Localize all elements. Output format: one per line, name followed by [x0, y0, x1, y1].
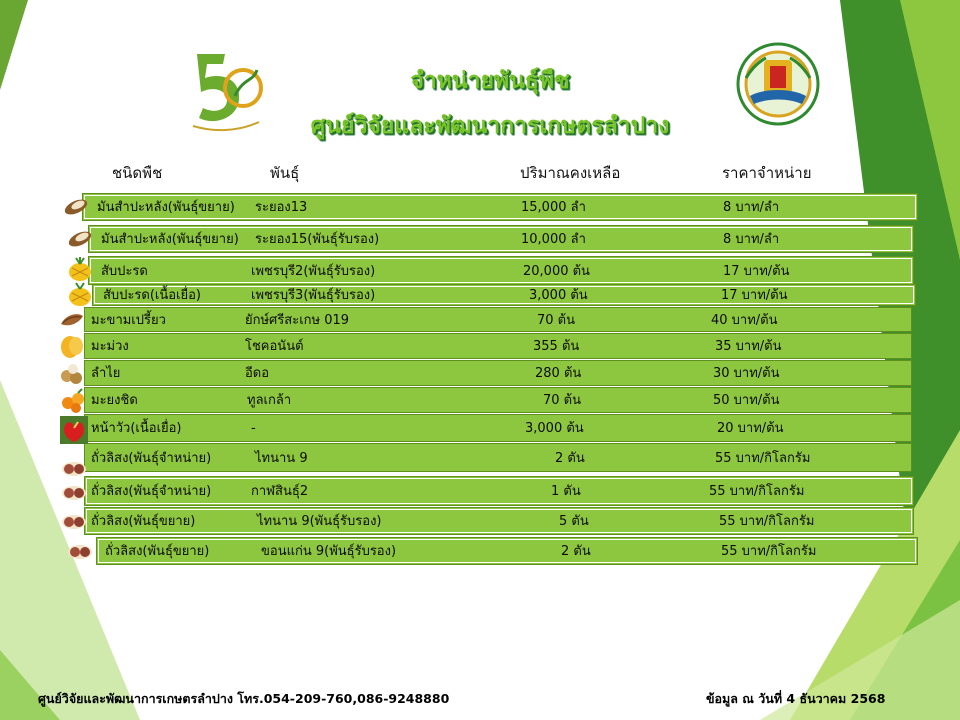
- row-remaining: 20,000 ต้น: [523, 264, 590, 279]
- row-price: 8 บาท/ลำ: [723, 232, 780, 247]
- row-variety: เพชรบุรี2(พันธุ์รับรอง): [251, 264, 376, 279]
- row-price: 40 บาท/ต้น: [711, 313, 778, 328]
- row-variety: ระยอง13: [255, 200, 308, 215]
- row-remaining: 1 ตัน: [551, 484, 581, 499]
- cassava-icon: [66, 225, 94, 253]
- table-row: [84, 443, 912, 472]
- row-crop: มะยงชิด: [91, 393, 138, 408]
- row-crop: มันสำปะหลัง(พันธุ์ขยาย): [97, 200, 235, 215]
- row-crop: สับปะรด(เนื้อเยื่อ): [103, 288, 201, 303]
- row-price: 50 บาท/ต้น: [713, 393, 780, 408]
- anniversary-50-logo: [183, 48, 267, 132]
- table-row: [84, 507, 914, 535]
- row-remaining: 280 ต้น: [535, 366, 582, 381]
- footer-date: ข้อมูล ณ วันที่ 4 ธันวาคม 2568: [706, 691, 886, 706]
- cassava-icon: [62, 193, 90, 221]
- title-line-2: ศูนย์วิจัยและพัฒนาการเกษตรลำปาง: [310, 113, 670, 139]
- row-remaining: 355 ต้น: [533, 339, 580, 354]
- marian-plum-icon: [60, 387, 88, 415]
- column-header-crop: ชนิดพืช: [112, 164, 163, 182]
- table-row: [84, 414, 912, 442]
- row-remaining: 70 ต้น: [537, 313, 576, 328]
- row-price: 55 บาท/กิโลกรัม: [721, 544, 817, 559]
- row-price: 55 บาท/กิโลกรัม: [719, 514, 815, 529]
- table-row: [92, 284, 916, 306]
- row-crop: สับปะรด: [101, 264, 148, 279]
- row-crop: ถั่วลิสง(พันธุ์จำหน่าย): [91, 451, 212, 466]
- row-crop: หน้าวัว(เนื้อเยื่อ): [91, 421, 182, 436]
- row-price: 30 บาท/ต้น: [713, 366, 780, 381]
- table-row: [82, 193, 918, 221]
- row-variety: ระยอง15(พันธุ์รับรอง): [255, 232, 380, 247]
- table-row: [84, 476, 914, 506]
- row-remaining: 15,000 ลำ: [521, 200, 586, 215]
- title-line-1: จำหน่ายพันธุ์พืช: [410, 68, 570, 94]
- table-row: [88, 225, 914, 253]
- table-row: [96, 537, 918, 565]
- row-variety: ยักษ์ศรีสะเกษ 019: [245, 313, 350, 328]
- table-row: [84, 307, 912, 332]
- row-crop: มะขามเปรี้ยว: [91, 313, 166, 328]
- row-price: 35 บาท/ต้น: [715, 339, 782, 354]
- row-crop: ลำไย: [91, 366, 121, 381]
- table-row: [84, 360, 912, 386]
- row-price: 17 บาท/ต้น: [723, 264, 790, 279]
- row-variety: -: [251, 421, 256, 436]
- row-price: 55 บาท/กิโลกรัม: [709, 484, 805, 499]
- row-variety: เพชรบุรี3(พันธุ์รับรอง): [251, 288, 376, 303]
- pineapple-icon: [66, 256, 94, 284]
- column-header-remaining: ปริมาณคงเหลือ: [520, 164, 621, 182]
- row-remaining: 3,000 ต้น: [529, 288, 588, 303]
- row-price: 17 บาท/ต้น: [721, 288, 788, 303]
- row-price: 20 บาท/ต้น: [717, 421, 784, 436]
- row-remaining: 3,000 ต้น: [525, 421, 584, 436]
- row-remaining: 5 ตัน: [559, 514, 589, 529]
- row-price: 55 บาท/กิโลกรัม: [715, 451, 811, 466]
- row-crop: ถั่วลิสง(พันธุ์ขยาย): [105, 544, 210, 559]
- footer-contact: ศูนย์วิจัยและพัฒนาการเกษตรลำปาง โทร.054-209-760,086-9248880: [38, 691, 450, 706]
- mango-icon: [58, 332, 86, 360]
- longan-icon: [58, 360, 86, 388]
- row-variety: อีดอ: [245, 366, 270, 381]
- row-crop: ถั่วลิสง(พันธุ์ขยาย): [91, 514, 196, 529]
- peanut-icon: [66, 538, 94, 566]
- row-remaining: 2 ตัน: [555, 451, 585, 466]
- column-header-variety: พันธุ์: [270, 164, 300, 182]
- column-header-price: ราคาจำหน่าย: [722, 164, 812, 182]
- peanut-icon: [60, 508, 88, 536]
- row-crop: มะม่วง: [91, 339, 129, 354]
- row-remaining: 2 ตัน: [561, 544, 591, 559]
- row-variety: ไทนาน 9: [255, 451, 308, 466]
- table-row: [84, 387, 912, 413]
- row-remaining: 10,000 ลำ: [521, 232, 586, 247]
- table-row: [88, 256, 914, 285]
- row-variety: โชคอนันต์: [245, 339, 304, 354]
- row-crop: มันสำปะหลัง(พันธุ์ขยาย): [101, 232, 239, 247]
- anthurium-icon: [60, 416, 88, 444]
- row-price: 8 บาท/ลำ: [723, 200, 780, 215]
- row-variety: ทูลเกล้า: [247, 393, 292, 408]
- department-seal-logo: [728, 38, 828, 138]
- row-variety: กาฬสินธุ์2: [251, 484, 309, 499]
- row-remaining: 70 ต้น: [543, 393, 582, 408]
- table-row: [84, 333, 912, 359]
- row-crop: ถั่วลิสง(พันธุ์จำหน่าย): [91, 484, 212, 499]
- row-variety: ไทนาน 9(พันธุ์รับรอง): [257, 514, 382, 529]
- tamarind-icon: [58, 306, 86, 334]
- peanut-icon: [60, 479, 88, 507]
- row-variety: ขอนแก่น 9(พันธุ์รับรอง): [261, 544, 397, 559]
